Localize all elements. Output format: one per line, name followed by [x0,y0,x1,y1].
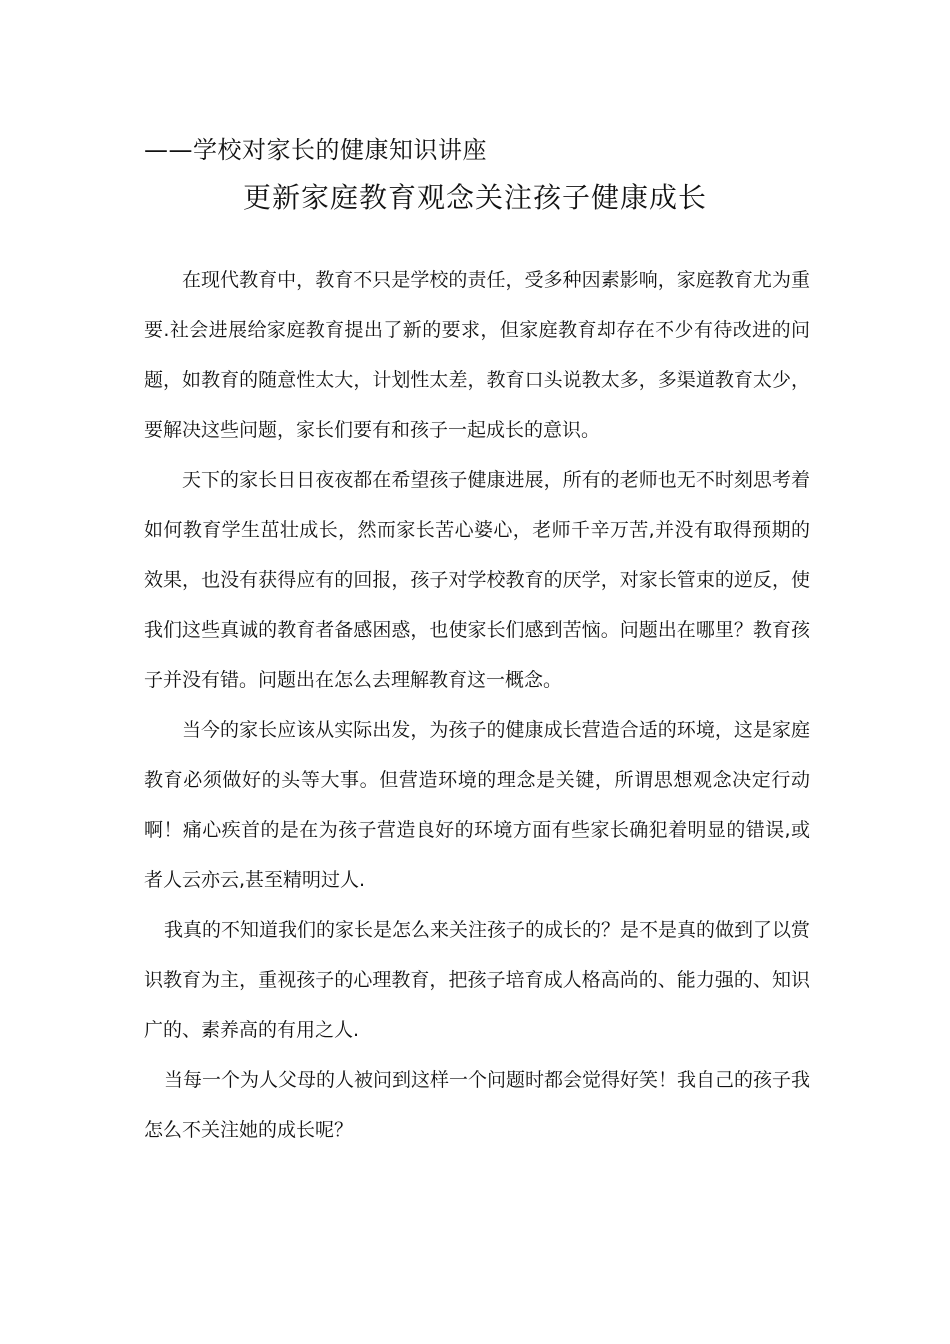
paragraph-4: 我真的不知道我们的家长是怎么来关注孩子的成长的？是不是真的做到了以赏识教育为主，重视孩子的心理教育，把孩子培育成人格高尚的、能力强的、知识广的、素养高的有用之人. [144,919,811,1041]
document-subtitle: ——学校对家长的健康知识讲座 [144,136,487,164]
document-title: 更新家庭教育观念关注孩子健康成长 [242,181,707,214]
document-body [144,255,810,1155]
paragraph-2: 天下的家长日日夜夜都在希望孩子健康进展，所有的老师也无不时刻思考着如何教育学生茁壮成长，然而家长苦心婆心，老师千辛万苦,并没有取得预期的效果，也没有获得应有的回报，孩子对学校教育的厌学，对家长管束的逆反，使我们这些真诚的教育者备感困惑，也使家长们感到苦恼。问题出在哪里？教育孩子并没有错。问题出在怎么去理解教育这一概念。 [144,469,810,691]
paragraph-3: 当今的家长应该从实际出发，为孩子的健康成长营造合适的环境，这是家庭教育必须做好的头等大事。但营造环境的理念是关键，所谓思想观念决定行动啊！痛心疾首的是在为孩子营造良好的环境方面有些家长确犯着明显的错误,或者人云亦云,甚至精明过人. [144,719,810,891]
paragraph-5: 当每一个为人父母的人被问到这样一个问题时都会觉得好笑！我自己的孩子我怎么不关注她的成长呢？ [144,1069,811,1141]
paragraph-1: 在现代教育中，教育不只是学校的责任，受多种因素影响，家庭教育尤为重要.社会进展给家庭教育提出了新的要求，但家庭教育却存在不少有待改进的问题，如教育的随意性太大，计划性太差，教育口头说教太多，多渠道教育太少，要解决这些问题，家长们要有和孩子一起成长的意识。 [144,269,810,441]
